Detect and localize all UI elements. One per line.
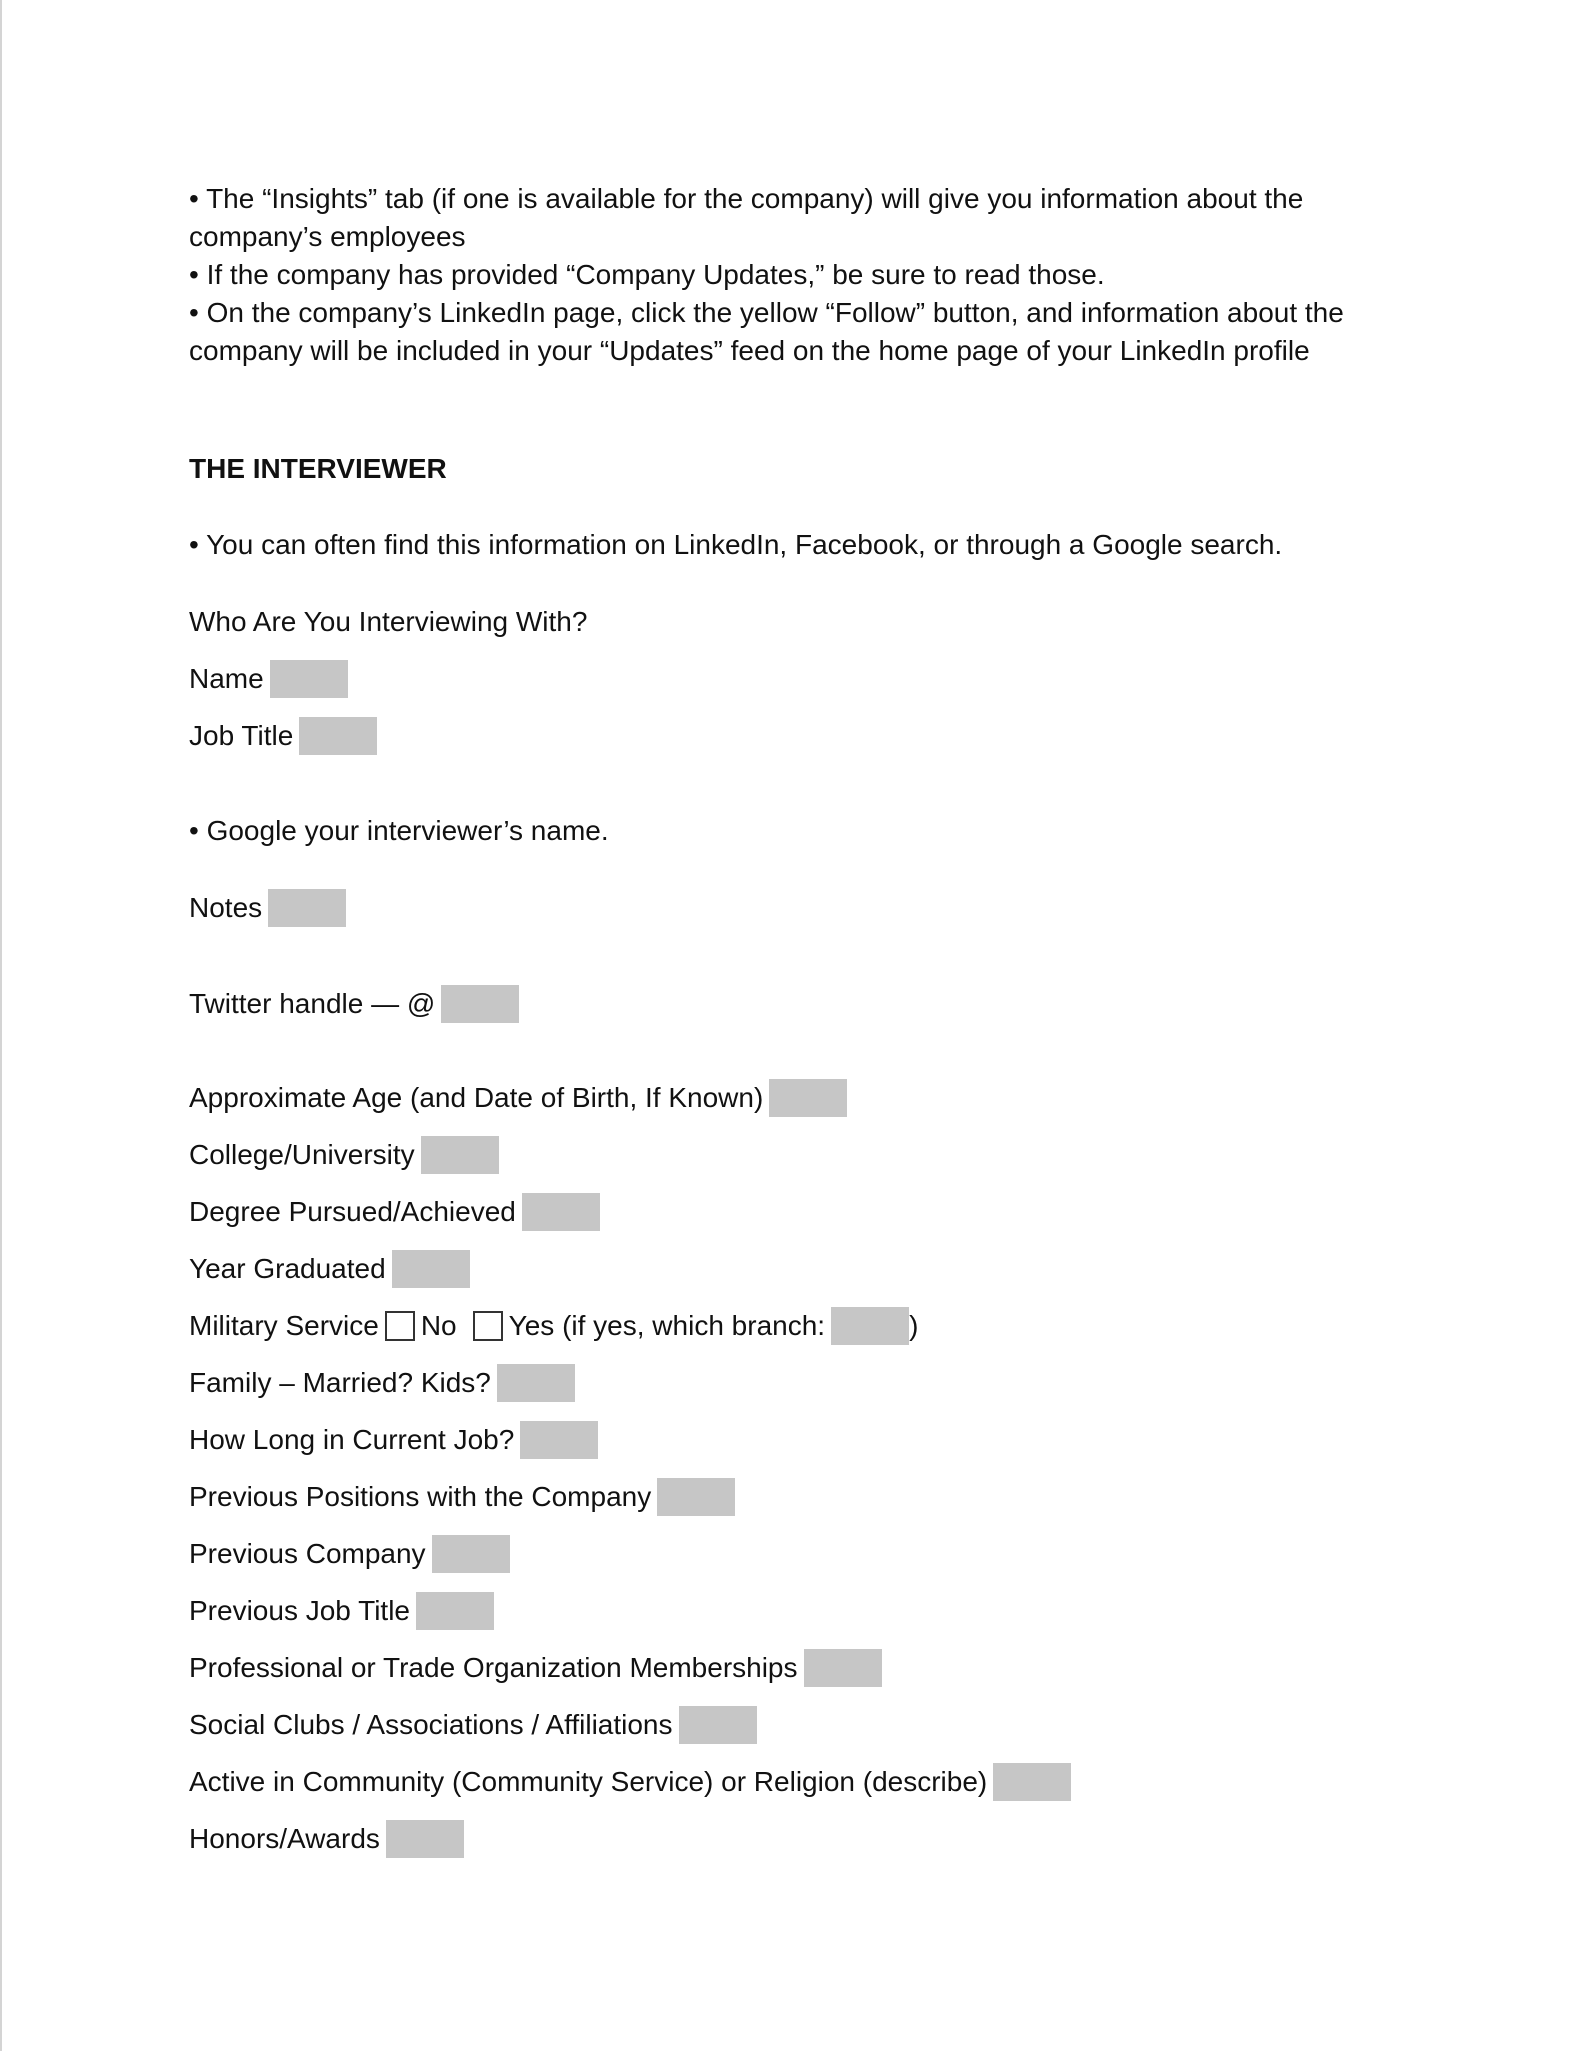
bullet-company-updates: • If the company has provided “Company Updates,” be sure to read those. [189, 259, 1105, 290]
age-input[interactable] [769, 1079, 847, 1117]
military-yes-label: Yes (if yes, which branch: [508, 1310, 826, 1341]
how-long-input[interactable] [520, 1421, 598, 1459]
college-label: College/University [189, 1139, 415, 1170]
military-no-checkbox[interactable] [385, 1311, 415, 1341]
previous-company-row [189, 1535, 1404, 1573]
college-input[interactable] [421, 1136, 499, 1174]
military-branch-input[interactable] [831, 1307, 909, 1345]
notes-input[interactable] [268, 889, 346, 927]
who-heading-text: Who Are You Interviewing With? [189, 606, 588, 637]
family-input[interactable] [497, 1364, 575, 1402]
name-input[interactable] [270, 660, 348, 698]
previous-company-input[interactable] [432, 1535, 510, 1573]
honors-input[interactable] [386, 1820, 464, 1858]
military-row [189, 1307, 1404, 1345]
notes-label: Notes [189, 892, 263, 923]
tip-google [189, 812, 1404, 850]
job-title-label: Job Title [189, 720, 294, 751]
military-no-label: No [420, 1310, 457, 1341]
military-close-paren: ) [909, 1310, 919, 1341]
previous-positions-label: Previous Positions with the Company [189, 1481, 652, 1512]
year-graduated-label: Year Graduated [189, 1253, 386, 1284]
previous-title-input[interactable] [416, 1592, 494, 1630]
honors-label: Honors/Awards [189, 1823, 380, 1854]
tip-google-text: • Google your interviewer’s name. [189, 815, 609, 846]
name-label: Name [189, 663, 264, 694]
family-row [189, 1364, 1404, 1402]
section-heading-interviewer: THE INTERVIEWER [189, 453, 447, 484]
who-heading [189, 603, 1404, 641]
degree-input[interactable] [522, 1193, 600, 1231]
twitter-input[interactable] [441, 985, 519, 1023]
social-row [189, 1706, 1404, 1744]
previous-positions-input[interactable] [657, 1478, 735, 1516]
social-label: Social Clubs / Associations / Affiliations [189, 1709, 673, 1740]
twitter-label: Twitter handle — @ [189, 988, 436, 1019]
document-content [189, 180, 1404, 1858]
year-graduated-input[interactable] [392, 1250, 470, 1288]
age-row [189, 1079, 1404, 1117]
previous-positions-row [189, 1478, 1404, 1516]
twitter-row [189, 985, 1404, 1023]
community-row [189, 1763, 1404, 1801]
family-label: Family – Married? Kids? [189, 1367, 491, 1398]
previous-title-row [189, 1592, 1404, 1630]
professional-label: Professional or Trade Organization Memberships [189, 1652, 798, 1683]
intro-bullets [189, 180, 1404, 370]
how-long-label: How Long in Current Job? [189, 1424, 515, 1455]
tip-find-info-text: • You can often find this information on LinkedIn, Facebook, or through a Google search. [189, 529, 1283, 560]
community-input[interactable] [993, 1763, 1071, 1801]
job-title-row [189, 717, 1404, 755]
job-title-input[interactable] [299, 717, 377, 755]
professional-input[interactable] [804, 1649, 882, 1687]
professional-row [189, 1649, 1404, 1687]
tip-find-info [189, 526, 1404, 564]
bullet-follow-line-1: • On the company’s LinkedIn page, click the yellow “Follow” button, and information about the [189, 297, 1344, 328]
military-yes-checkbox[interactable] [473, 1311, 503, 1341]
honors-row [189, 1820, 1404, 1858]
college-row [189, 1136, 1404, 1174]
previous-company-label: Previous Company [189, 1538, 426, 1569]
previous-title-label: Previous Job Title [189, 1595, 410, 1626]
notes-row [189, 889, 1404, 927]
community-label: Active in Community (Community Service) or Religion (describe) [189, 1766, 988, 1797]
social-input[interactable] [679, 1706, 757, 1744]
bullet-insights-line-2: company’s employees [189, 221, 466, 252]
military-label: Military Service [189, 1310, 379, 1341]
age-label: Approximate Age (and Date of Birth, If Known) [189, 1082, 764, 1113]
bullet-follow-line-2: company will be included in your “Updates” feed on the home page of your LinkedIn profile [189, 335, 1310, 366]
degree-label: Degree Pursued/Achieved [189, 1196, 516, 1227]
name-row [189, 660, 1404, 698]
year-graduated-row [189, 1250, 1404, 1288]
how-long-row [189, 1421, 1404, 1459]
bullet-insights-line-1: • The “Insights” tab (if one is available for the company) will give you information about the [189, 183, 1304, 214]
degree-row [189, 1193, 1404, 1231]
